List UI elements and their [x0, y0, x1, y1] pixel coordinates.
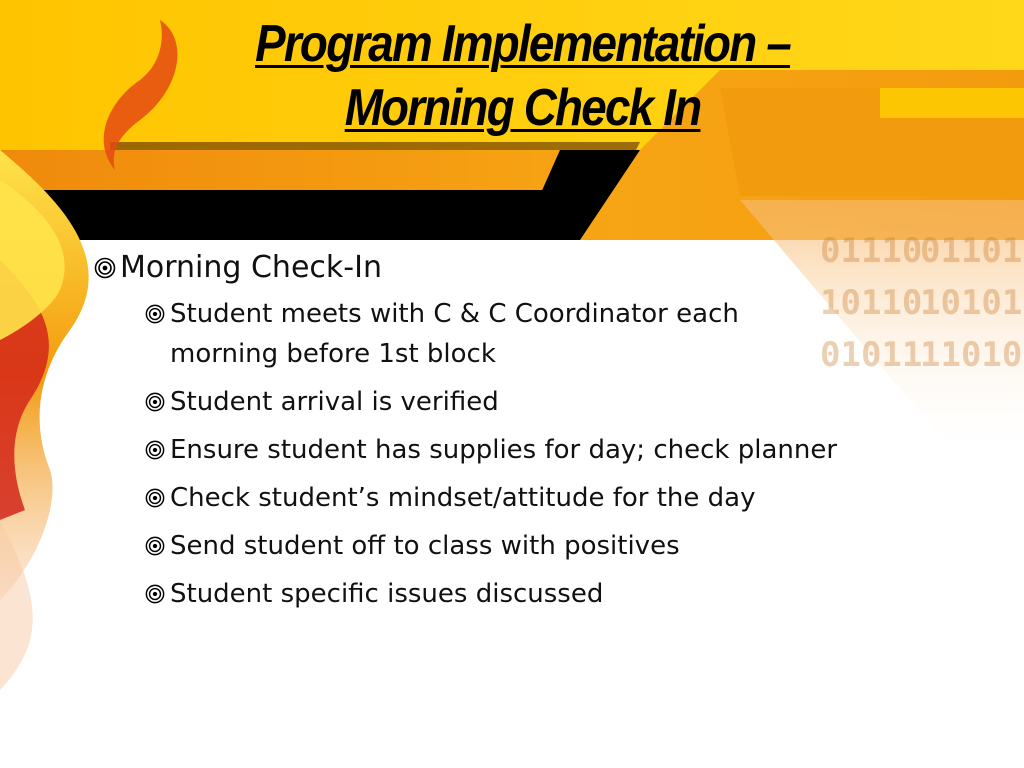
svg-text:10110: 10110	[820, 283, 923, 323]
concentric-circle-bullet-icon	[90, 248, 120, 288]
svg-text:01011: 01011	[820, 335, 923, 375]
svg-text:01110: 01110	[820, 231, 923, 271]
list-item	[140, 478, 850, 518]
stripe	[110, 142, 640, 150]
list-item-text: Student arrival is verified	[170, 387, 499, 417]
binary-watermark	[820, 231, 1022, 375]
list-item	[140, 430, 850, 470]
concentric-circle-bullet-icon	[140, 478, 170, 518]
black-wedge	[0, 190, 560, 240]
list-item-text: Student meets with C & C Coordinator each morning before 1st block	[170, 299, 739, 369]
bullet-list	[90, 248, 850, 622]
svg-text:11010: 11010	[920, 335, 1023, 375]
concentric-circle-bullet-icon	[140, 382, 170, 422]
list-item-text: Check student’s mindset/attitude for the day	[170, 483, 756, 513]
list-item	[140, 574, 850, 614]
heading-text: Morning Check-In	[120, 250, 382, 285]
title-line-2: Morning Check In	[344, 79, 701, 137]
list-item	[140, 294, 850, 374]
list-item	[140, 526, 850, 566]
concentric-circle-bullet-icon	[140, 294, 170, 334]
list-item-heading	[90, 248, 850, 288]
slide-title	[61, 12, 983, 140]
list-item	[140, 382, 850, 422]
concentric-circle-bullet-icon	[140, 526, 170, 566]
list-item-text: Ensure student has supplies for day; check planner	[170, 435, 838, 465]
svg-text:01101: 01101	[920, 231, 1023, 271]
title-line-1: Program Implementation –	[255, 15, 791, 73]
list-item-text: Student specific issues discussed	[170, 579, 604, 609]
concentric-circle-bullet-icon	[140, 430, 170, 470]
concentric-circle-bullet-icon	[140, 574, 170, 614]
list-item-text: Send student off to class with positives	[170, 531, 680, 561]
svg-text:10101: 10101	[920, 283, 1023, 323]
